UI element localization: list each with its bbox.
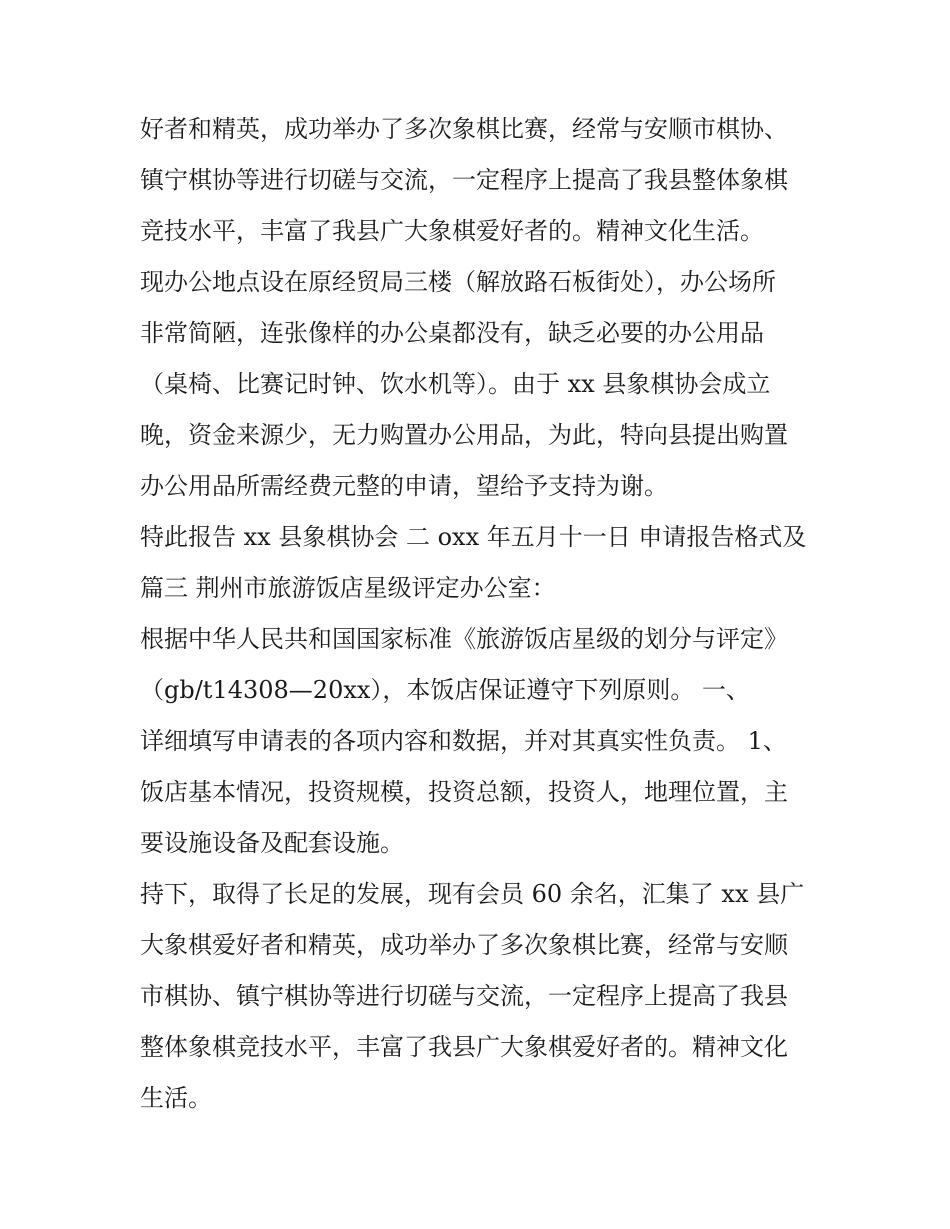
text-line: 详细填写申请表的各项内容和数据，并对其真实性负责。 1、 — [140, 727, 787, 755]
text-line: 篇三 荆州市旅游饭店星级评定办公室： — [140, 574, 556, 602]
text-line: 要设施设备及配套设施。 — [140, 829, 404, 857]
text-line: 持下，取得了长足的发展，现有会员 60 余名，汇集了 xx 县广 — [140, 880, 805, 908]
text-line: 整体象棋竞技水平，丰富了我县广大象棋爱好者的。精神文化 — [140, 1033, 788, 1061]
text-line: 办公用品所需经费元整的申请，望给予支持为谢。 — [140, 472, 668, 500]
text-line: （桌椅、比赛记时钟、饮水机等）。由于 xx 县象棋协会成立 — [140, 370, 771, 398]
text-line: 生活。 — [140, 1084, 212, 1112]
text-line: 大象棋爱好者和精英，成功举办了多次象棋比赛，经常与安顺 — [140, 931, 788, 959]
text-line: 根据中华人民共和国国家标准《旅游饭店星级的划分与评定》 — [140, 625, 788, 653]
text-line: 镇宁棋协等进行切磋与交流，一定程序上提高了我县整体象棋 — [140, 166, 788, 194]
text-line: 饭店基本情况，投资规模，投资总额，投资人，地理位置，主 — [140, 778, 788, 806]
text-line: 晚，资金来源少，无力购置办公用品，为此，特向县提出购置 — [140, 421, 788, 449]
text-line: 好者和精英，成功举办了多次象棋比赛，经常与安顺市棋协、 — [140, 115, 788, 143]
text-line: 竞技水平，丰富了我县广大象棋爱好者的。精神文化生活。 — [140, 217, 764, 245]
text-line: 现办公地点设在原经贸局三楼（解放路石板街处），办公场所 — [140, 268, 776, 296]
text-line: （gb/t14308—20xx），本饭店保证遵守下列原则。 一、 — [140, 676, 751, 704]
text-line: 非常简陋，连张像样的办公桌都没有，缺乏必要的办公用品 — [140, 319, 764, 347]
text-line: 特此报告 xx 县象棋协会 二 oxx 年五月十一日 申请报告格式及 — [140, 523, 807, 551]
text-line: 市棋协、镇宁棋协等进行切磋与交流，一定程序上提高了我县 — [140, 982, 788, 1010]
body-text — [140, 104, 820, 1124]
